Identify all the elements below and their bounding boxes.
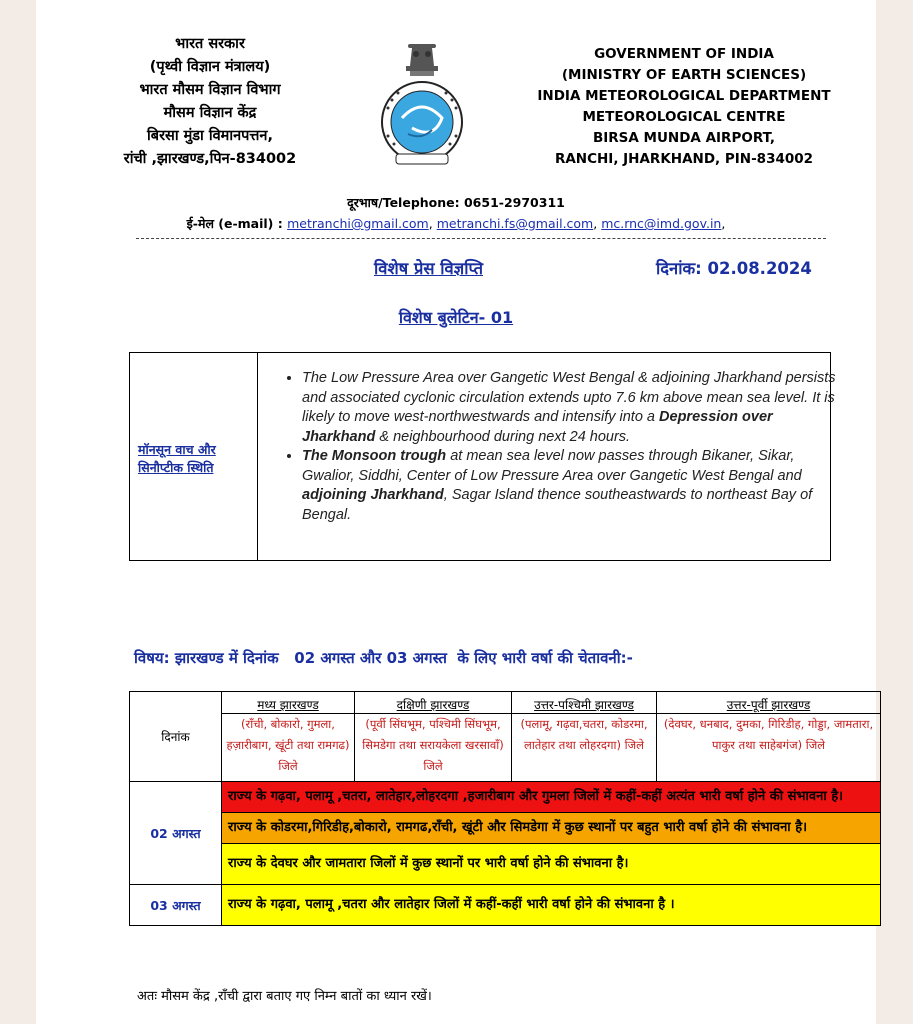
point-text: at mean sea level now passes through Bikaner, Sikar, Gwalior, Siddhi, Center of Low Pressure Area over Gangetic West Bengal and [302, 448, 802, 484]
hindi-header-line: भारत सरकार [175, 36, 245, 52]
orange-warning-cell: राज्य के कोडरमा,गिरिडीह,बोकारो, रामगढ,राँची, खूंटी और सिमडेगा में कुछ स्थानों पर बहुत भारी वर्षा होने की संभावना है। [222, 813, 881, 844]
table-subheader-row [130, 714, 881, 782]
hindi-header-line: मौसम विज्ञान केंद्र [163, 105, 257, 121]
region-districts-northeast: (देवघर, धनबाद, दुमका, गिरिडीह, गोड्डा, जामतारा, पाकुर तथा साहेबगंज) जिले [657, 714, 881, 782]
document-page [36, 0, 876, 1024]
point-text: & neighbourhood during next 24 hours. [375, 428, 631, 445]
hindi-header-line: रांची ,झारखण्ड,पिन-834002 [123, 151, 297, 167]
table-row [130, 885, 881, 926]
point-text: The Low Pressure Area over Gangetic West Bengal & adjoining Jharkhand persists and associated cyclonic circulation extends upto 7.6 km above mean sea level. It is likely to move west-northwestwards and intensify into a [302, 370, 836, 425]
imd-emblem-icon [358, 38, 486, 166]
hindi-header [90, 33, 330, 171]
english-header-line: (MINISTRY OF EARTH SCIENCES) [561, 67, 807, 83]
region-districts-northwest: (पलामू, गढ़वा,चतरा, कोडरमा, लातेहार तथा लोहरदगा) जिले [512, 714, 657, 782]
point-text: , Sagar Island thence southeastwards to northeast Bay of Bengal. [302, 487, 813, 523]
telephone-line: दूरभाष/Telephone: 0651-2970311 [347, 195, 565, 210]
synoptic-point-1 [302, 369, 842, 447]
english-header-line: METEOROLOGICAL CENTRE [582, 109, 786, 125]
region-header-south: दक्षिणी झारखण्ड [355, 692, 512, 714]
table-header-row [130, 692, 881, 714]
red-warning-cell: राज्य के गढ़वा, पलामू ,चतरा, लातेहार,लोहरदगा ,हजारीबाग और गुमला जिलों में कहीं-कहीं अत्यंत भारी वर्षा होने की संभावना है। [222, 782, 881, 813]
region-header-central: मध्य झारखण्ड [222, 692, 355, 714]
email-link[interactable]: mc.rnc@imd.gov.in [601, 216, 722, 231]
email-link[interactable]: metranchi@gmail.com [287, 216, 429, 231]
box-divider [257, 353, 258, 560]
region-header-northeast: उत्तर-पूर्वी झारखण्ड [657, 692, 881, 714]
table-row [130, 813, 881, 844]
email-label: ई-मेल (e-mail) : [186, 216, 288, 231]
hindi-header-line: (पृथ्वी विज्ञान मंत्रालय) [149, 59, 271, 75]
email-line: ई-मेल (e-mail) : metranchi@gmail.com, metranchi.fs@gmail.com, mc.rnc@imd.gov.in, [186, 216, 726, 231]
english-header-line: INDIA METEOROLOGICAL DEPARTMENT [537, 88, 831, 104]
date-cell: 02 अगस्त [130, 782, 222, 885]
synoptic-points [280, 369, 842, 525]
synoptic-point-2 [302, 447, 842, 525]
press-release-date: दिनांक: 02.08.2024 [656, 259, 812, 278]
region-districts-central: (राँची, बोकारो, गुमला, हज़ारीबाग, खूंटी तथा रामगढ) जिले [222, 714, 355, 782]
english-header-line: BIRSA MUNDA AIRPORT, [592, 130, 776, 146]
point-bold-text: adjoining Jharkhand [302, 487, 444, 503]
table-row [130, 782, 881, 813]
yellow-warning-cell: राज्य के देवघर और जामतारा जिलों में कुछ स्थानों पर भारी वर्षा होने की संभावना है। [222, 844, 881, 885]
hindi-header-line: भारत मौसम विज्ञान विभाग [139, 82, 281, 98]
press-release-title: विशेष प्रेस विज्ञप्ति [374, 259, 484, 278]
hindi-header-line: बिरसा मुंडा विमानपत्तन, [147, 128, 273, 144]
english-header [514, 44, 854, 170]
date-cell: 03 अगस्त [130, 885, 222, 926]
footer-note: अतः मौसम केंद्र ,राँची द्वारा बताए गए निम्न बातों का ध्यान रखें। [137, 989, 432, 1004]
header-divider [136, 238, 826, 239]
monsoon-synoptic-box [129, 352, 836, 561]
region-header-northwest: उत्तर-पश्चिमी झारखण्ड [512, 692, 657, 714]
heavy-rain-warning-table [129, 691, 881, 926]
yellow-warning-cell: राज्य के गढ़वा, पलामू ,चतरा और लातेहार जिलों में कहीं-कहीं भारी वर्षा होने की संभावना है । [222, 885, 881, 926]
english-header-line: GOVERNMENT OF INDIA [594, 46, 774, 62]
monsoon-watch-label: मॉनसून वाच और सिनौप्टीक स्थिति [138, 442, 216, 475]
warning-subject: विषय: झारखण्ड में दिनांक 02 अगस्त और 03 अगस्त के लिए भारी वर्षा की चेतावनी:- [134, 649, 633, 667]
table-row [130, 844, 881, 885]
point-bold-text: Depression over Jharkhand [302, 409, 773, 445]
region-districts-south: (पूर्वी सिंघभूम, पश्चिमी सिंघभूम, सिमडेगा तथा सरायकेला खरसावाँ) जिले [355, 714, 512, 782]
date-column-header: दिनांक [130, 692, 222, 782]
email-link[interactable]: metranchi.fs@gmail.com [436, 216, 594, 231]
english-header-line: RANCHI, JHARKHAND, PIN-834002 [554, 151, 814, 167]
point-bold-text: The Monsoon trough [302, 448, 447, 464]
bulletin-number: विशेष बुलेटिन- 01 [398, 308, 514, 327]
